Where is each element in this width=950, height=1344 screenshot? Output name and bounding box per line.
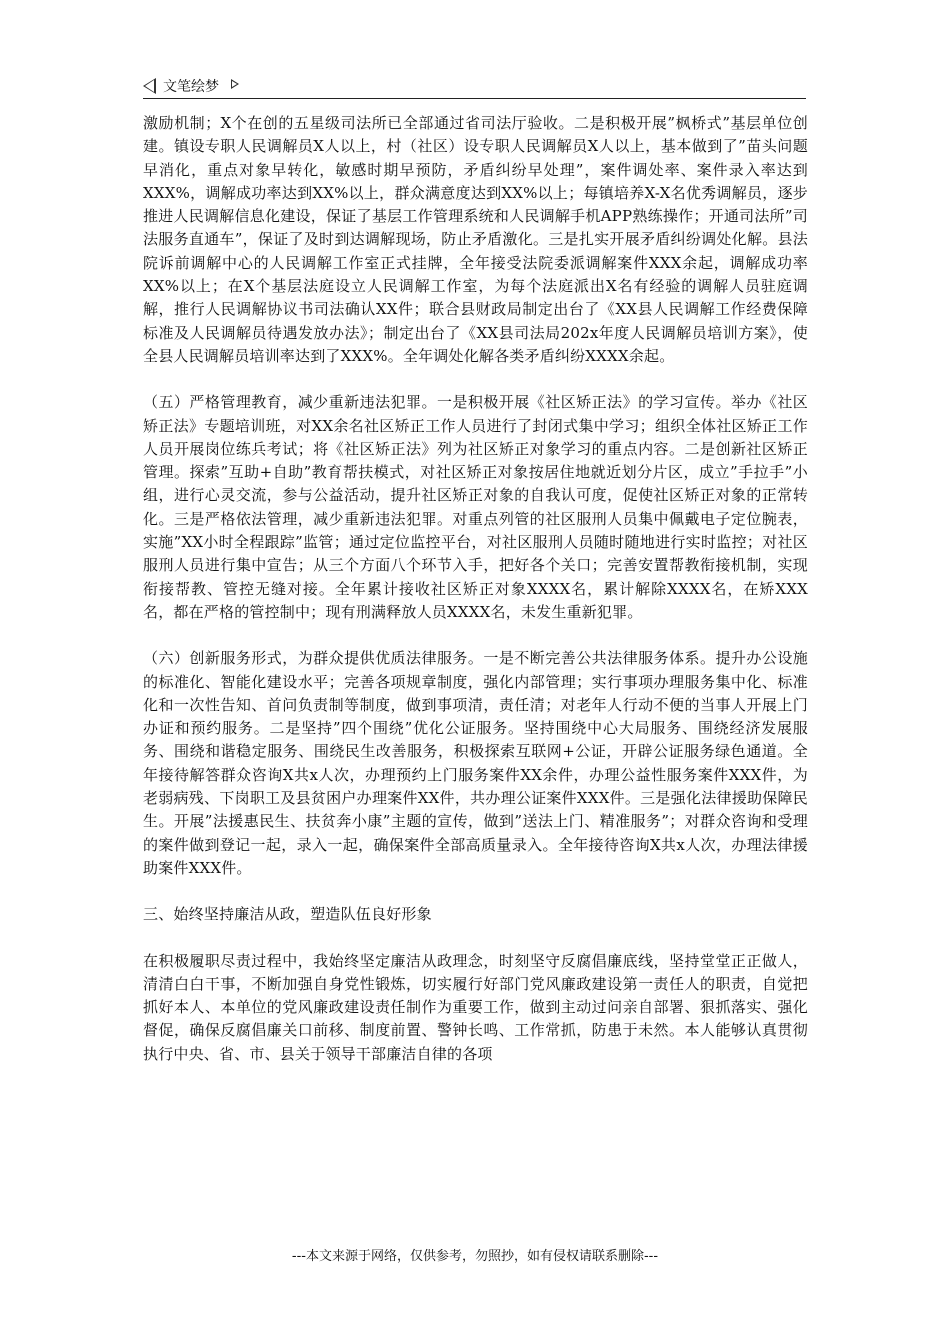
triangle-left-icon [143,78,156,94]
section-heading-integrity: 三、始终坚持廉洁从政，塑造队伍良好形象 [143,905,432,924]
brand-name: 文笔绘梦 [163,79,219,95]
document-body [143,112,808,1089]
paragraph-integrity: 在积极履职尽责过程中，我始终坚定廉洁从政理念，时刻坚守反腐倡廉底线，坚持堂堂正正做人，清清白白干事，不断加强自身党性锻炼，切实履行好部门党风廉政建设第一责任人的职责，自觉把抓好本人、本单位的党风廉政建设责任制作为重要工作，做到主动过问亲自部署、狠抓落实、强化督促，确保反腐倡廉关口前移、制度前置、警钟长鸣、工作常抓，防患于未然。本人能够认真贯彻执行中央、省、市、县关于领导干部廉洁自律的各项 [143,951,808,1063]
paragraph-mediation: 激励机制；X个在创的五星级司法所已全部通过省司法厅验收。二是积极开展”枫桥式”基层单位创建。镇设专职人民调解员X人以上，村（社区）设专职人民调解员X人以上，基本做到了”苗头问题早消化，重点对象早转化，敏感时期早预防，矛盾纠纷早处理”，案件调处率、案件录入率达到XXX%，调解成功率达到XX%以上，群众满意度达到XX%以上；每镇培养X-X名优秀调解员，逐步推进人民调解信息化建设，保证了基层工作管理系统和人民调解手机APP熟练操作；开通司法所”司法服务直通车”，保证了及时到达调解现场，防止矛盾激化。三是扎实开展矛盾纠纷调处化解。县法院诉前调解中心的人民调解工作室正式挂牌，全年接受法院委派调解案件XXX余起，调解成功率XX%以上；在X个基层法庭设立人民调解工作室，为每个法庭派出X名有经验的调解人员驻庭调解，推行人民调解协议书司法确认XX件；联合县财政局制定出台了《XX县人民调解工作经费保障标准及人民调解员待遇发放办法》；制定出台了《XX县司法局202x年度人民调解员培训方案》，使全县人民调解员培训率达到了XXX%。全年调处化解各类矛盾纠纷XXXX余起。 [143,114,808,365]
triangle-right-icon [231,79,239,89]
page-header [143,74,806,99]
footer-notice: ---本文来源于网络，仅供参考，勿照抄，如有侵权请联系删除--- [291,1249,659,1264]
paragraph-legal-services: （六）创新服务形式，为群众提供优质法律服务。一是不断完善公共法律服务体系。提升办公设施的标准化、智能化建设水平；完善各项规章制度，强化内部管理；实行事项办理服务集中化、标准化和一次性告知、首问负责制等制度，做到事项清，责任清；对老年人行动不便的当事人开展上门办证和预约服务。二是坚持”四个围绕”优化公证服务。坚持围绕中心大局服务、围绕经济发展服务、围绕和谐稳定服务、围绕民生改善服务，积极探索互联网+公证，开辟公证服务绿色通道。全年接待解答群众咨询X共x人次，办理预约上门服务案件XX余件，办理公益性服务案件XXX件，为老弱病残、下岗职工及县贫困户办理案件XX件，共办理公证案件XXX件。三是强化法律援助保障民生。开展”法援惠民生、扶贫奔小康”主题的宣传，做到”送法上门、精准服务”；对群众咨询和受理的案件做到登记一起，录入一起，确保案件全部高质量录入。全年接待咨询X共x人次，办理法律援助案件XXX件。 [143,649,808,877]
paragraph-community-correction: （五）严格管理教育，减少重新违法犯罪。一是积极开展《社区矫正法》的学习宣传。举办《社区矫正法》专题培训班，对XX余名社区矫正工作人员进行了封闭式集中学习；组织全体社区矫正工作人员开展岗位练兵考试；将《社区矫正法》列为社区矫正对象学习的重点内容。二是创新社区矫正管理。探索”互助+自助”教育帮扶模式，对社区矫正对象按居住地就近划分片区，成立”手拉手”小组，进行心灵交流，参与公益活动，提升社区矫正对象的自我认可度，促使社区矫正对象的正常转化。三是严格依法管理，减少重新违法犯罪。对重点列管的社区服刑人员集中佩戴电子定位腕表，实施”XX小时全程跟踪”监管；通过定位监控平台，对社区服刑人员随时随地进行实时监控；对社区服刑人员进行集中宣告；从三个方面八个环节入手，把好各个关口；完善安置帮教衔接机制，实现衔接帮教、管控无缝对接。全年累计接收社区矫正对象XXXX名，累计解除XXXX名，在矫XXX名，都在严格的管控制中；现有刑满释放人员XXXX名，未发生重新犯罪。 [143,393,808,621]
